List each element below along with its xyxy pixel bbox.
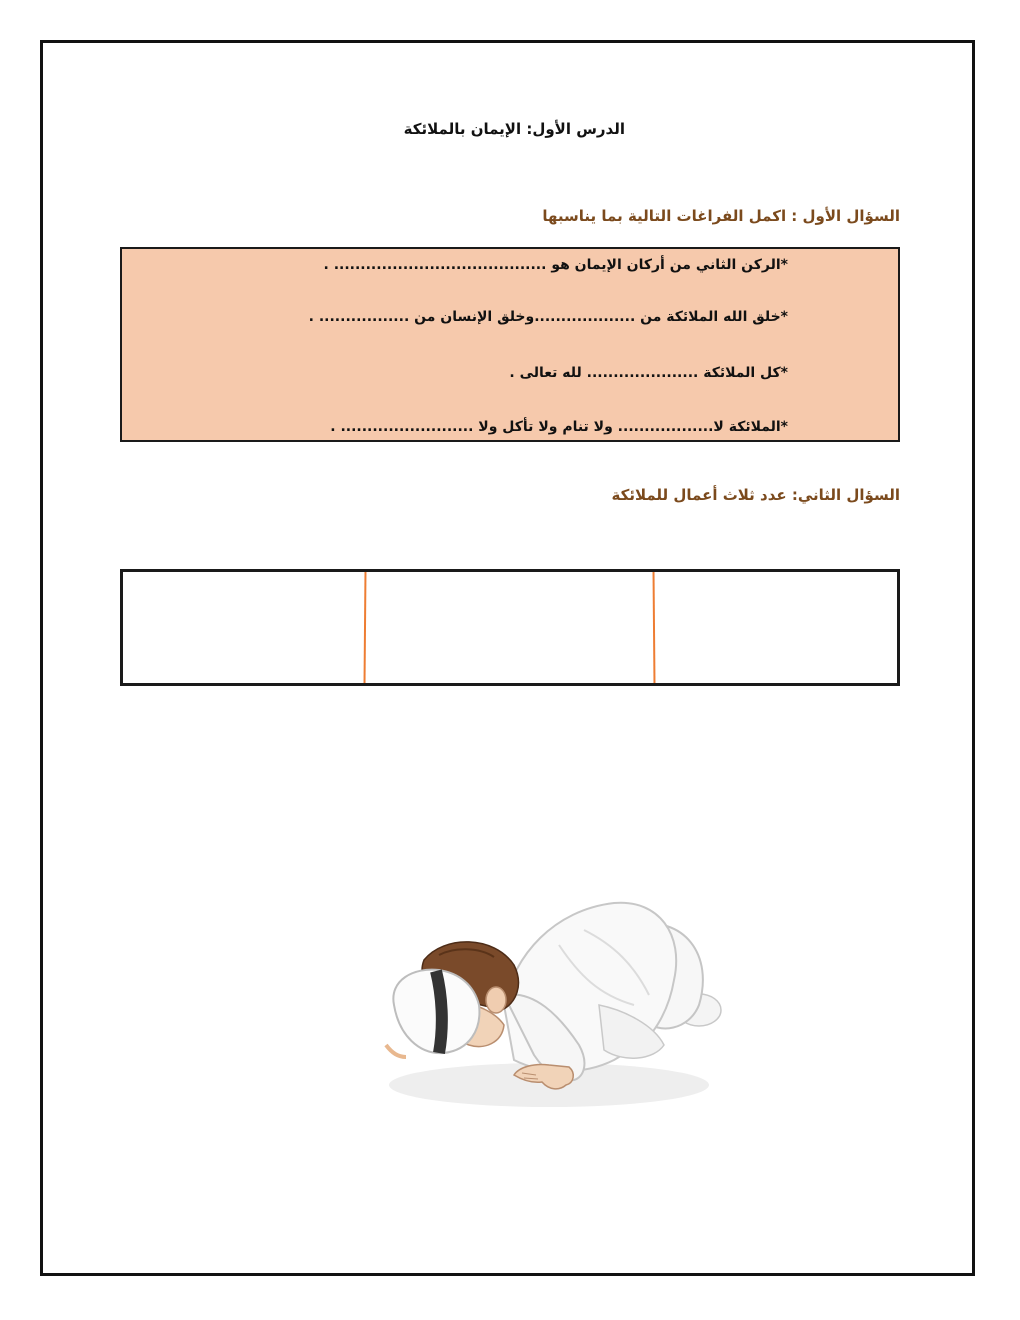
answer-cell-2[interactable] [367,572,653,683]
cap-band [436,971,442,1053]
answer-table [120,569,900,686]
answer-cell-1[interactable] [656,572,897,683]
answer-cell-3[interactable] [123,572,364,683]
fill-line-3: *كل الملائكة ..................... لله تعالى . [509,365,788,381]
fill-in-blanks-box [120,247,900,442]
fill-line-4: *الملائكة لا.................. ولا تنام ولا تأكل ولا ......................... . [330,419,788,435]
fill-line-1: *الركن الثاني من أركان الإيمان هو ........................................ . [323,257,788,273]
ear-icon [486,987,506,1013]
question2-heading: السؤال الثاني: عدد ثلاث أعمال للملائكة [611,486,900,504]
praying-child-illustration [384,885,724,1125]
question1-heading: السؤال الأول : اكمل الفراغات التالية بما يناسبها [542,207,900,225]
fill-line-2: *خلق الله الملائكة من ...................وخلق الإنسان من ................. . [308,309,788,325]
lesson-title: الدرس الأول: الإيمان بالملائكة [403,120,625,138]
